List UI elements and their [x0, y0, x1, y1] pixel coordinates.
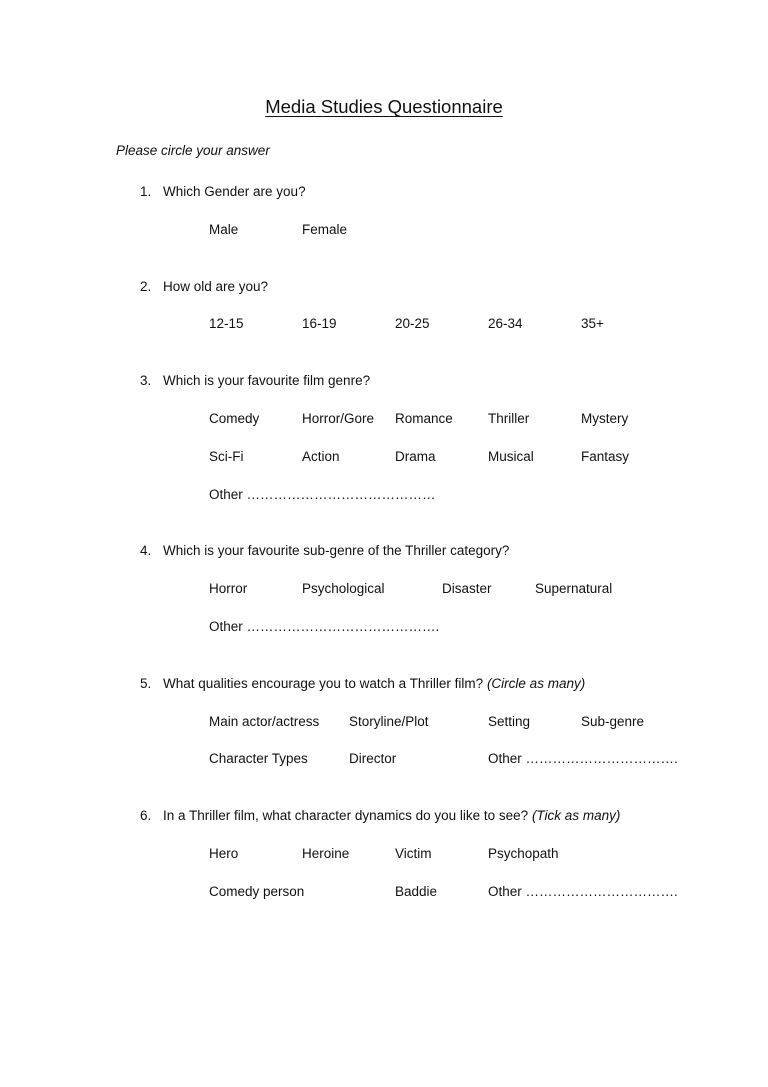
question-3	[140, 373, 370, 388]
answer-option[interactable]: Comedy	[209, 411, 260, 426]
answer-option[interactable]: Sci-Fi	[209, 449, 244, 464]
answer-option[interactable]: Victim	[395, 846, 432, 861]
question-text: Which is your favourite sub-genre of the Thriller category?	[163, 543, 510, 558]
answer-option[interactable]: 20-25	[395, 316, 430, 331]
answer-option[interactable]: Sub-genre	[581, 714, 645, 729]
other-answer-line[interactable]: Other …………………………….	[488, 884, 678, 899]
question-text: What qualities encourage you to watch a Thriller film?	[163, 676, 484, 691]
answer-option[interactable]: Horror/Gore	[302, 411, 375, 426]
other-answer-line[interactable]: Other …………………………………….	[209, 619, 440, 634]
question-5	[140, 676, 585, 691]
answer-option[interactable]: 26-34	[488, 316, 523, 331]
answer-option[interactable]: 35+	[581, 316, 604, 331]
answer-option[interactable]: Storyline/Plot	[349, 714, 429, 729]
answer-option[interactable]: Supernatural	[535, 581, 613, 596]
question-number: 5.	[140, 676, 152, 691]
question-text: How old are you?	[163, 279, 269, 294]
question-2	[140, 279, 268, 294]
question-text: Which Gender are you?	[163, 184, 306, 199]
answer-option[interactable]: Character Types	[209, 751, 308, 766]
answer-option[interactable]: Fantasy	[581, 449, 630, 464]
answer-option[interactable]: 12-15	[209, 316, 244, 331]
question-hint: (Tick as many)	[531, 808, 621, 823]
answer-option[interactable]: Female	[302, 222, 348, 237]
page-title: Media Studies Questionnaire	[265, 96, 503, 117]
question-text: In a Thriller film, what character dynamics do you like to see?	[163, 808, 529, 823]
question-hint: (Circle as many)	[486, 676, 586, 691]
answer-option[interactable]: Hero	[209, 846, 239, 861]
answer-option[interactable]: Male	[209, 222, 239, 237]
answer-option[interactable]: Director	[349, 751, 397, 766]
answer-option[interactable]: Main actor/actress	[209, 714, 320, 729]
answer-option[interactable]: Horror	[209, 581, 248, 596]
answer-option[interactable]: Comedy person	[209, 884, 305, 899]
question-number: 1.	[140, 184, 152, 199]
question-6	[140, 808, 620, 823]
question-number: 4.	[140, 543, 152, 558]
question-number: 6.	[140, 808, 152, 823]
answer-option[interactable]: Drama	[395, 449, 436, 464]
answer-option[interactable]: 16-19	[302, 316, 337, 331]
answer-option[interactable]: Action	[302, 449, 340, 464]
answer-option[interactable]: Thriller	[488, 411, 530, 426]
instruction-text: Please circle your answer	[116, 143, 270, 158]
question-1	[140, 184, 306, 199]
answer-option[interactable]: Psychopath	[488, 846, 559, 861]
answer-option[interactable]: Heroine	[302, 846, 350, 861]
question-number: 3.	[140, 373, 152, 388]
other-answer-line[interactable]: Other …………………………….	[488, 751, 678, 766]
answer-option[interactable]: Setting	[488, 714, 531, 729]
question-text: Which is your favourite film genre?	[163, 373, 371, 388]
other-answer-line[interactable]: Other ……………………………………	[209, 487, 436, 502]
answer-option[interactable]: Mystery	[581, 411, 629, 426]
answer-option[interactable]: Disaster	[442, 581, 492, 596]
question-4	[140, 543, 509, 558]
answer-option[interactable]: Romance	[395, 411, 453, 426]
question-number: 2.	[140, 279, 152, 294]
answer-option[interactable]: Psychological	[302, 581, 385, 596]
answer-option[interactable]: Baddie	[395, 884, 438, 899]
answer-option[interactable]: Musical	[488, 449, 534, 464]
